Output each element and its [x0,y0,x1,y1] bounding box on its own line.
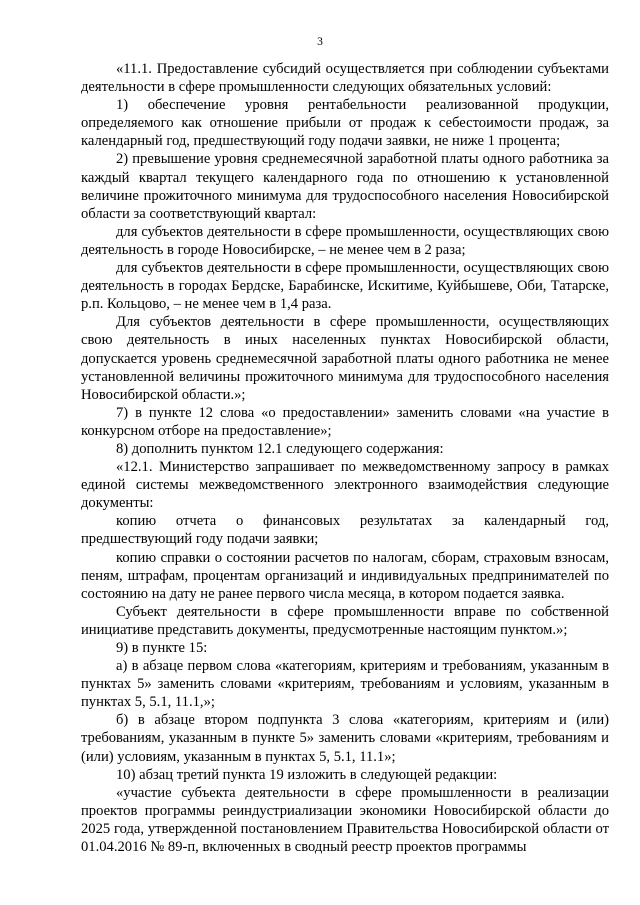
document-body [81,60,609,856]
paragraph-other-cities: для субъектов деятельности в сфере промышленности, осуществляющих свою деятельность в городах Бердске, Барабинске, Искитиме, Куйбышеве, Оби, Татарске, р.п. Кольцово, – не менее чем в 1,4 раза. [81,260,609,313]
paragraph-item-8: 8) дополнить пунктом 12.1 следующего содержания: [116,440,444,457]
paragraph-item-9-b: б) в абзаце втором подпункта 3 слова «категориям, критериям и (или) требованиям, указанным в пункте 5» заменить словами «критериям, требованиям и (или) условиям, указанным в пунктах 5, 5.1, 11.1»; [81,712,609,765]
paragraph-other-settlements: Для субъектов деятельности в сфере промышленности, осуществляющих свою деятельность в иных населенных пунктах Новосибирской области, допускается уровень среднемесячной заработной платы одного работника не менее установленной величины прожиточного минимума для трудоспособного населения Новосибирской области.»; [81,314,609,403]
paragraph-item-9: 9) в пункте 15: [116,640,208,656]
paragraph-11-1-intro: «11.1. Предоставление субсидий осуществляется при соблюдении субъектами деятельности в сфере промышленности следующих обязательных условий: [81,61,609,96]
paragraph-condition-2: 2) превышение уровня среднемесячной заработной платы одного работника за каждый квартал текущего календарного года по отношению к установленной величине прожиточного минимума для трудоспособного населения Новосибирской области за соответствующий квартал: [81,151,609,222]
paragraph-item-10: 10) абзац третий пункта 19 изложить в следующей редакции: [116,766,498,783]
paragraph-item-7: 7) в пункте 12 слова «о предоставлении» заменить словами «на участие в конкурсном отборе на предоставление»; [81,404,609,439]
paragraph-item-9-a: а) в абзаце первом слова «категориям, критериям и требованиям, указанным в пунктах 5» заменить словами «критериям, требованиям и условиям, указанным в пунктах 5, 5.1, 11.1,»; [81,658,609,711]
paragraph-tax-certificate: копию справки о состоянии расчетов по налогам, сборам, страховым взносам, пеням, штрафам, процентам организаций и индивидуальных предпринимателей по состоянию на дату не ранее первого числа месяца, в котором подается заявка. [81,549,609,602]
paragraph-novosibirsk-city: для субъектов деятельности в сфере промышленности, осуществляющих свою деятельность в городе Новосибирске, – не менее чем в 2 раза; [81,223,609,258]
paragraph-12-1-intro: «12.1. Министерство запрашивает по межведомственному запросу в рамках единой системы межведомственного электронного взаимодействия следующие документы: [81,459,609,512]
paragraph-financial-report: копию отчета о финансовых результатах за календарный год, предшествующий году подачи заявки; [81,513,609,548]
paragraph-item-10-text: «участие субъекта деятельности в сфере промышленности в реализации проектов программы реиндустриализации экономики Новосибирской области до 2025 года, утвержденной постановлением Правительства Новосибирской области от 01.04.2016 № 89-п, включенных в сводный реестр проектов программы [81,784,609,856]
page-number: 3 [317,36,323,48]
paragraph-condition-1: 1) обеспечение уровня рентабельности реализованной продукции, определяемого как отношение прибыли от продаж к себестоимости продаж, за календарный год, предшествующий году подачи заявки, не ниже 1 процента; [81,97,609,150]
paragraph-own-initiative: Субъект деятельности в сфере промышленности вправе по собственной инициативе представить документы, предусмотренные настоящим пунктом.»; [81,603,609,638]
